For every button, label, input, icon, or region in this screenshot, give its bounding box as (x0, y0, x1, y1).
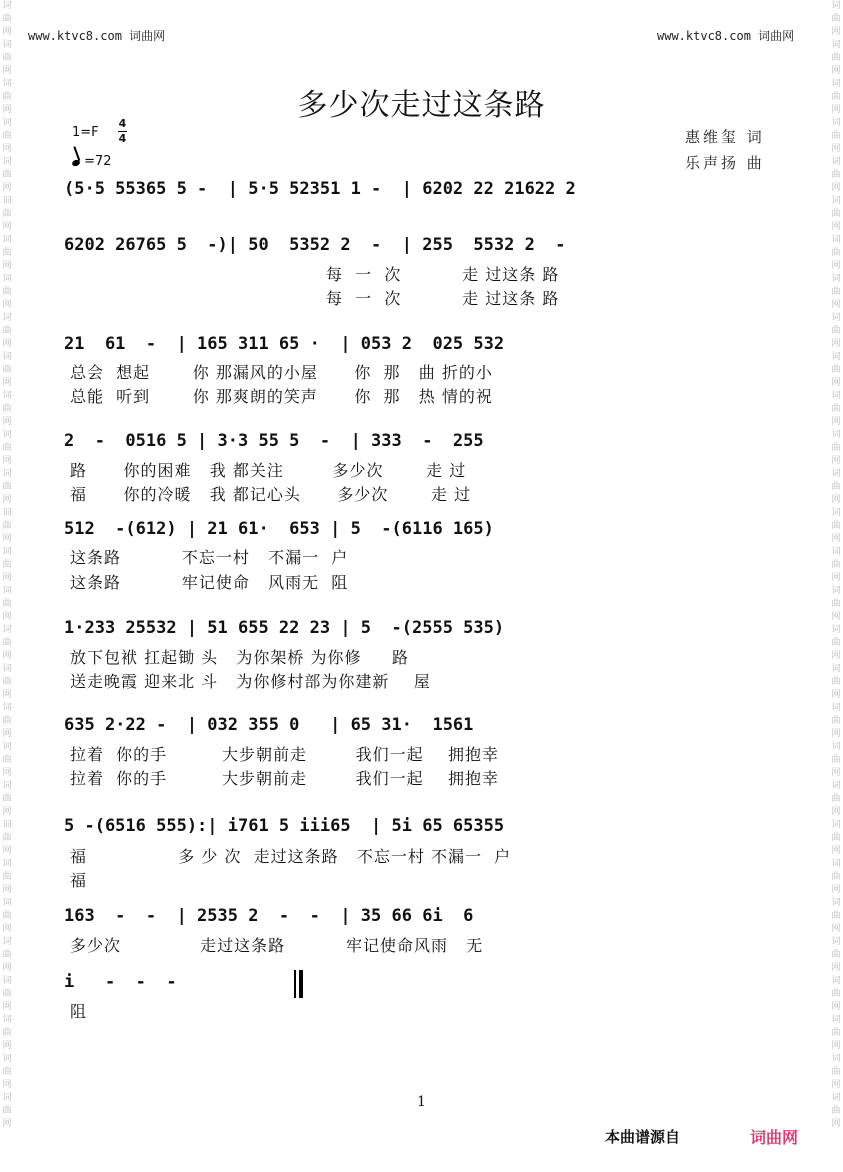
time-denominator: 4 (118, 132, 127, 145)
notation-line: 21 61 - | 165 311 65 · | 053 2 025 532 (64, 334, 505, 354)
lyrics-verse-1: 这条路 不忘一村 不漏一 户 (70, 548, 349, 567)
lyrics-verse-2: 总能 听到 你 那爽朗的笑声 你 那 热 情的祝 (70, 387, 493, 406)
lyrics-verse-1: 阻 (70, 1002, 88, 1021)
header-url-left: www.ktvc8.com 词曲网 (28, 29, 166, 43)
source-label: 本曲谱源自 (605, 1128, 681, 1146)
composer-credit: 乐声扬 曲 (685, 154, 765, 172)
notation-line: 635 2·22 - | 032 355 0 | 65 31· 1561 (64, 715, 474, 735)
notation-line: 5 -(6516 555):| i761 5 iii65 | 5i 65 65355 (64, 816, 505, 836)
quarter-note-icon (71, 159, 81, 167)
lyrics-verse-2: 福 你的冷暖 我 都记心头 多少次 走 过 (70, 485, 472, 504)
notation-line: 1·233 25532 | 51 655 22 23 | 5 -(2555 535) (64, 618, 505, 638)
tempo-value: =72 (84, 154, 112, 169)
final-barline (294, 970, 303, 998)
lyrics-verse-2: 拉着 你的手 大步朝前走 我们一起 拥抱幸 (70, 769, 499, 788)
notation-line: 6202 26765 5 -)| 50 5352 2 - | 255 5532 2 - (64, 235, 566, 255)
brand-logo[interactable]: 词曲网 (750, 1128, 799, 1147)
notation-line: 163 - - | 2535 2 - - | 35 66 6i 6 (64, 906, 474, 926)
lyrics-verse-2: 这条路 牢记使命 风雨无 阻 (70, 573, 349, 592)
tempo-marking (72, 154, 112, 169)
page-number: 1 (417, 1094, 426, 1110)
lyrics-verse-1: 路 你的困难 我 都关注 多少次 走 过 (70, 461, 467, 480)
key-signature: 1=F (72, 125, 99, 140)
lyrics-verse-1: 多少次 走过这条路 牢记使命风雨 无 (70, 936, 484, 955)
notation-line: 512 -(612) | 21 61· 653 | 5 -(6116 165) (64, 519, 494, 539)
side-watermark-left: 词曲网词曲网词曲网词曲网词曲网词曲网词曲网词曲网词曲网词曲网词曲网词曲网词曲网词曲网词曲网词曲网词曲网词曲网词曲网词曲网词曲网词曲网词曲网词曲网词曲网词曲网词曲网词曲网词曲网 (2, 1, 12, 1129)
lyrics-verse-1: 每 一 次 走 过这条 路 (326, 265, 560, 284)
notation-line: i - - - (64, 972, 177, 992)
notation-line: 2 - 0516 5 | 3·3 55 5 - | 333 - 255 (64, 431, 484, 451)
lyrics-verse-2: 福 (70, 871, 88, 890)
time-numerator: 4 (118, 117, 127, 130)
lyrics-verse-1: 总会 想起 你 那漏风的小屋 你 那 曲 折的小 (70, 363, 493, 382)
lyrics-verse-2: 送走晚霞 迎来北 斗 为你修村部为你建新 屋 (70, 672, 431, 691)
lyricist-credit: 惠维玺 词 (685, 128, 765, 146)
song-title: 多少次走过这条路 (297, 88, 546, 123)
lyrics-verse-1: 福 多 少 次 走过这条路 不忘一村 不漏一 户 (70, 847, 512, 866)
time-signature (118, 117, 127, 146)
side-watermark-right: 词曲网词曲网词曲网词曲网词曲网词曲网词曲网词曲网词曲网词曲网词曲网词曲网词曲网词曲网词曲网词曲网词曲网词曲网词曲网词曲网词曲网词曲网词曲网词曲网词曲网词曲网词曲网词曲网词曲网 (831, 1, 841, 1129)
lyrics-verse-2: 每 一 次 走 过这条 路 (326, 289, 560, 308)
lyrics-verse-1: 拉着 你的手 大步朝前走 我们一起 拥抱幸 (70, 745, 499, 764)
header-url-right: www.ktvc8.com 词曲网 (657, 29, 795, 43)
notation-line: (5·5 55365 5 - | 5·5 52351 1 - | 6202 22 21622 2 (64, 179, 576, 199)
lyrics-verse-1: 放下包袱 扛起锄 头 为你架桥 为你修 路 (70, 648, 409, 667)
